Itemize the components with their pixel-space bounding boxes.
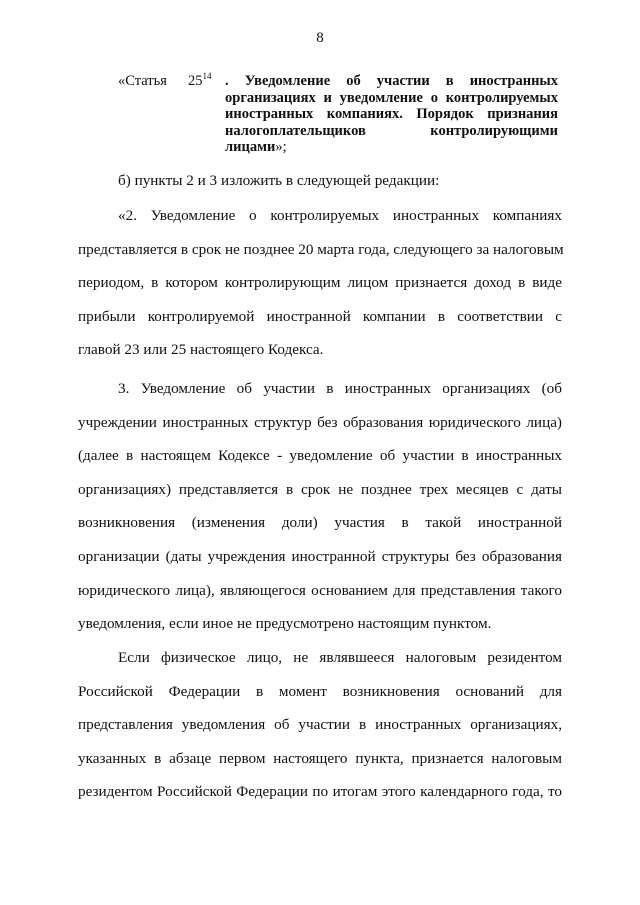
- article-heading: [118, 68, 558, 156]
- paragraph-4-line-5: резидентом Российской Федерации по итогам этого календарного года, то: [78, 783, 562, 801]
- paragraph-2: [78, 199, 562, 367]
- article-number-superscript: 14: [202, 71, 212, 81]
- paragraph-3-line-7: юридического лица), являющегося основанием для представления такого: [78, 581, 562, 599]
- paragraph-b: [78, 164, 562, 198]
- article-number-main: 25: [188, 73, 203, 89]
- paragraph-3-line-3: (далее в настоящем Кодексе - уведомление об участии в иностранных: [78, 447, 562, 465]
- paragraph-2-line-4: прибыли контролируемой иностранной компании в соответствии с: [78, 307, 562, 325]
- paragraph-2-line-1: «2. Уведомление о контролируемых иностранных компаниях: [118, 207, 562, 224]
- paragraph-3-line-6: организации (даты учреждения иностранной структуры без образования: [78, 547, 562, 565]
- paragraph-3-line-1: 3. Уведомление об участии в иностранных организациях (об: [118, 380, 562, 397]
- article-title: [225, 73, 558, 156]
- page-number: 8: [316, 30, 324, 46]
- paragraph-3-line-8: уведомления, если иное не предусмотрено настоящим пунктом.: [78, 615, 492, 633]
- paragraph-4-line-1: Если физическое лицо, не являвшееся налоговым резидентом: [118, 649, 562, 666]
- paragraph-3-line-2: учреждении иностранных структур без образования юридического лица): [78, 413, 562, 431]
- article-title-suffix: »;: [275, 139, 287, 155]
- paragraph-4-line-4: указанных в абзаце первом настоящего пункта, признается налоговым: [78, 749, 562, 767]
- article-label: [118, 73, 212, 89]
- paragraph-3: [78, 372, 562, 641]
- paragraph-b-line: б) пункты 2 и 3 изложить в следующей редакции:: [118, 172, 440, 189]
- paragraph-3-line-5: возникновения (изменения доли) участия в такой иностранной: [78, 514, 562, 532]
- paragraph-4-line-2: Российской Федерации в момент возникновения оснований для: [78, 682, 562, 700]
- article-title-line-4: налогоплательщиков контролирующими: [225, 122, 558, 139]
- article-title-line-1: . Уведомление об участии в иностранных: [225, 73, 558, 89]
- article-title-line-3: иностранных компаниях. Порядок признания: [225, 106, 558, 122]
- article-prefix: «Статья: [118, 73, 167, 89]
- article-title-line-5: [225, 139, 558, 156]
- paragraph-4: [78, 641, 562, 809]
- article-title-line-2: организациях и уведомление о контролируемых: [225, 89, 558, 106]
- paragraph-2-line-5: главой 23 или 25 настоящего Кодекса.: [78, 341, 324, 359]
- paragraph-3-line-4: организациях) представляется в срок не позднее трех месяцев с даты: [78, 480, 562, 498]
- article-title-last-word: лицами: [225, 139, 276, 155]
- paragraph-2-line-2: представляется в срок не позднее 20 марта года, следующего за налоговым: [78, 240, 564, 258]
- paragraph-2-line-3: периодом, в котором контролирующим лицом признается доход в виде: [78, 274, 562, 292]
- article-number: [188, 68, 212, 90]
- paragraph-4-line-3: представления уведомления об участии в иностранных организациях,: [78, 716, 562, 734]
